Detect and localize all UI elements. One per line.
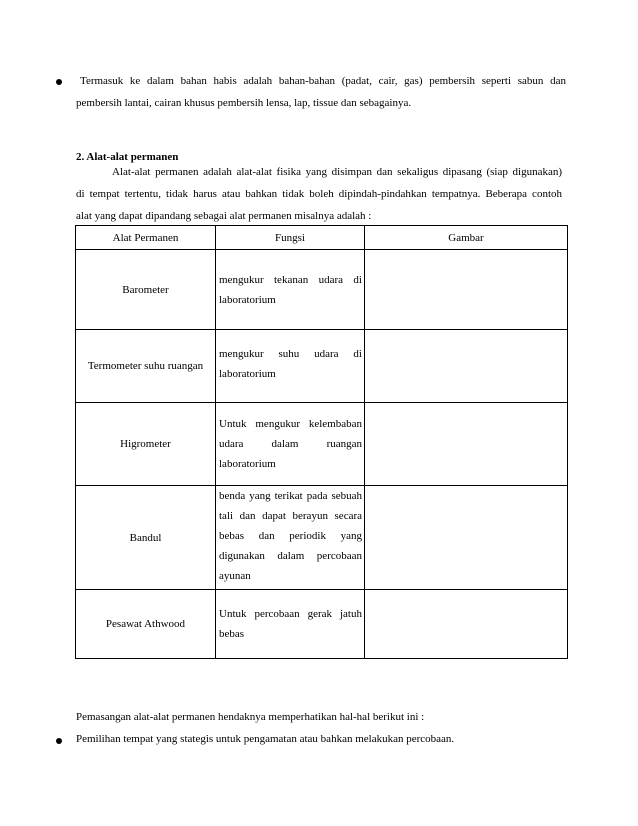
bullet-text: Pemilihan tempat yang stategis untuk pengamatan atau bahkan melakukan percobaan. [76, 733, 455, 745]
fungsi-line: laboratorium [219, 293, 276, 306]
fungsi-line: mengukur tekanan udara di [219, 273, 362, 286]
fungsi-line: tali dan dapat berayun secara [219, 510, 362, 522]
fungsi-line: digunakan dalam percobaan [219, 550, 362, 562]
table-row [76, 250, 568, 330]
fungsi-line: mengukur suhu udara di [219, 348, 362, 360]
intro-line-1: Alat-alat permanen adalah alat-alat fisika yang disimpan dan sekaligus dipasang (siap digunakan) [112, 166, 562, 178]
fungsi-line: bebas dan periodik yang [219, 530, 362, 542]
note-paragraph: Pemasangan alat-alat permanen hendaknya memperhatikan hal-hal berikut ini : [76, 711, 425, 723]
cell-gambar [365, 486, 568, 590]
fungsi-line: Untuk percobaan gerak jatuh [219, 608, 362, 620]
cell-gambar [365, 250, 568, 330]
header-gambar: Gambar [365, 226, 568, 250]
cell-alat: Higrometer [76, 403, 216, 486]
alat-permanen-table [75, 225, 568, 659]
header-alat: Alat Permanen [76, 226, 216, 250]
cell-gambar [365, 590, 568, 659]
fungsi-line: Untuk mengukur kelembaban [219, 418, 362, 430]
cell-fungsi [216, 403, 365, 486]
cell-fungsi [216, 486, 365, 590]
cell-fungsi [216, 250, 365, 330]
bullet-item-bahan-habis [56, 73, 566, 113]
cell-alat: Termometer suhu ruangan [76, 330, 216, 403]
cell-alat: Barometer [76, 250, 216, 330]
section-heading: 2. Alat-alat permanen [76, 151, 179, 163]
cell-fungsi [216, 590, 365, 659]
bullet-icon [56, 79, 62, 85]
intro-paragraph [76, 163, 562, 225]
fungsi-line: laboratorium [219, 368, 276, 380]
fungsi-line: laboratorium [219, 458, 276, 470]
fungsi-line: ayunan [219, 570, 251, 582]
table-row [76, 330, 568, 403]
table-row [76, 590, 568, 659]
fungsi-line: benda yang terikat pada sebuah [219, 490, 362, 502]
header-fungsi: Fungsi [216, 226, 365, 250]
table-header-row [76, 226, 568, 250]
bullet-text-line-2: pembersih lantai, cairan khusus pembersih lensa, lap, tissue dan sebagainya. [76, 97, 412, 109]
bullet-icon [56, 738, 62, 744]
cell-gambar [365, 330, 568, 403]
fungsi-line: bebas [219, 628, 245, 640]
cell-fungsi [216, 330, 365, 403]
fungsi-line: udara dalam ruangan [219, 438, 362, 450]
intro-line-2: di tempat tertentu, tidak harus atau bahkan tidak boleh dipindah-pindahkan tempatnya. Beberapa contoh [76, 188, 562, 200]
cell-alat: Pesawat Athwood [76, 590, 216, 659]
table-row [76, 403, 568, 486]
bullet-text-line-1: Termasuk ke dalam bahan habis adalah bahan-bahan (padat, cair, gas) pembersih seperti sabun dan [80, 75, 566, 87]
intro-line-3: alat yang dapat dipandang sebagai alat permanen misalnya adalah : [76, 210, 372, 222]
cell-alat: Bandul [76, 486, 216, 590]
cell-gambar [365, 403, 568, 486]
table-row [76, 486, 568, 590]
bullet-item-pemilihan-tempat [56, 733, 566, 751]
